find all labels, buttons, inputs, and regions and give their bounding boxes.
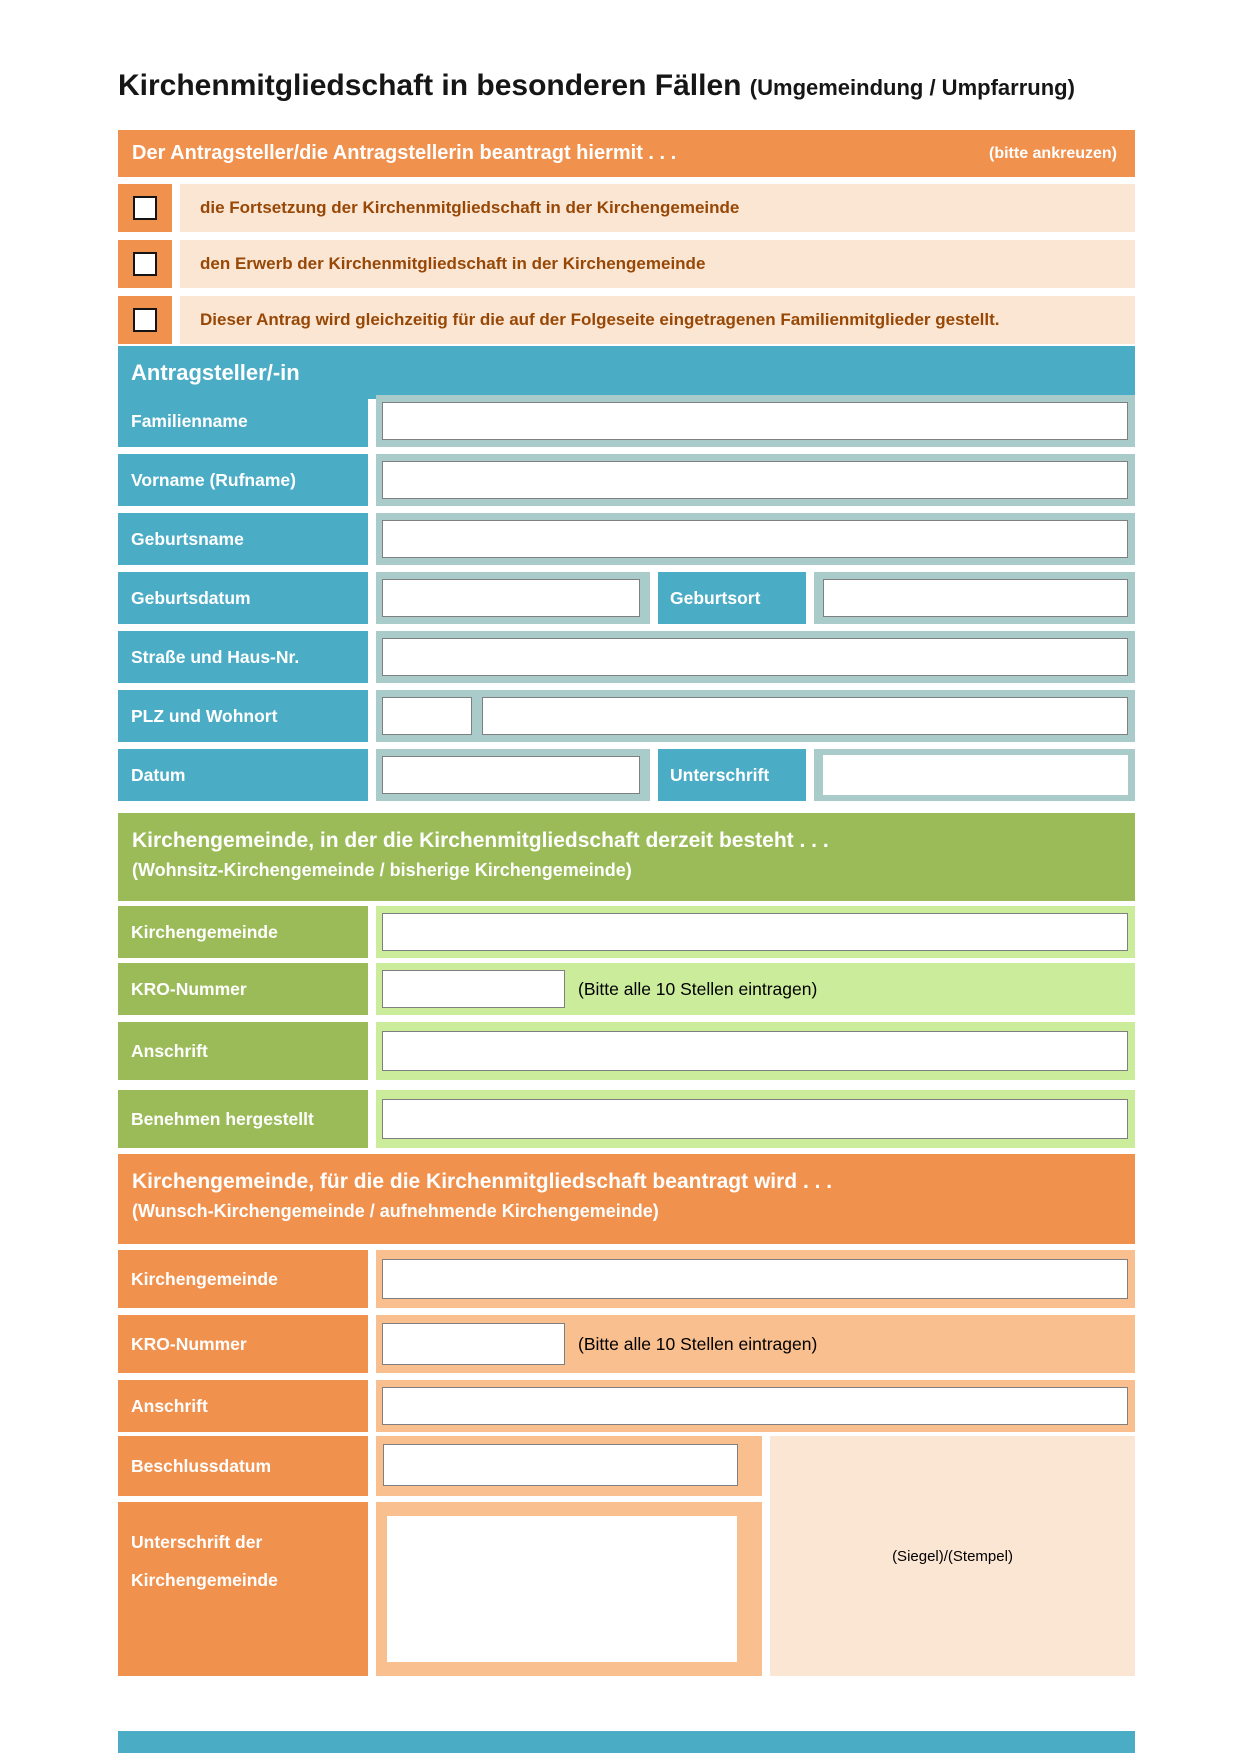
unterschrift-kirchengemeinde-box[interactable]	[387, 1516, 737, 1662]
checkbox-familienmitglieder[interactable]	[133, 308, 157, 332]
field-label-current-kro-nummer: KRO-Nummer	[118, 963, 368, 1015]
unterschrift-input[interactable]	[823, 755, 1128, 795]
target-kro-hint: (Bitte alle 10 Stellen eintragen)	[578, 1333, 818, 1354]
field-label-vorname: Vorname (Rufname)	[118, 454, 368, 506]
checkbox-erwerb[interactable]	[133, 252, 157, 276]
geburtsdatum-input[interactable]	[382, 579, 640, 617]
field-label-target-anschrift: Anschrift	[118, 1380, 368, 1432]
current-kirchengemeinde-input[interactable]	[382, 913, 1128, 951]
field-label-datum: Datum	[118, 749, 368, 801]
field-label-target-kirchengemeinde: Kirchengemeinde	[118, 1250, 368, 1308]
unterschrift-label-line2: Kirchengemeinde	[131, 1570, 278, 1590]
current-parish-header-text: Kirchengemeinde, in der die Kirchenmitgliedschaft derzeit besteht . . .	[132, 829, 829, 852]
target-anschrift-input[interactable]	[382, 1387, 1128, 1425]
geburtsname-input[interactable]	[382, 520, 1128, 558]
field-label-unterschrift-kirchengemeinde	[118, 1502, 368, 1676]
option-label-erwerb: den Erwerb der Kirchenmitgliedschaft in der Kirchengemeinde	[180, 240, 1135, 288]
field-label-current-anschrift: Anschrift	[118, 1022, 368, 1080]
option-checkbox-cell	[118, 240, 172, 288]
request-section-header	[118, 130, 1135, 177]
strasse-input[interactable]	[382, 638, 1128, 676]
target-parish-subheader-text: (Wunsch-Kirchengemeinde / aufnehmende Kirchengemeinde)	[132, 1201, 659, 1221]
current-parish-subheader-text: (Wohnsitz-Kirchengemeinde / bisherige Kirchengemeinde)	[132, 860, 632, 880]
current-parish-section-header	[118, 813, 1135, 901]
page-title	[118, 66, 1178, 108]
benehmen-input[interactable]	[382, 1099, 1128, 1139]
footer-bar	[118, 1731, 1135, 1753]
field-label-current-kirchengemeinde: Kirchengemeinde	[118, 906, 368, 958]
request-header-note: (bitte ankreuzen)	[988, 144, 1117, 162]
target-kirchengemeinde-input[interactable]	[382, 1259, 1128, 1299]
option-checkbox-cell	[118, 296, 172, 344]
unterschrift-label-line1: Unterschrift der	[131, 1532, 263, 1552]
request-header-text: Der Antragsteller/die Antragstellerin beantragt hiermit . . .	[132, 142, 677, 164]
vorname-input[interactable]	[382, 461, 1128, 499]
familienname-input[interactable]	[382, 402, 1128, 440]
field-label-geburtsname: Geburtsname	[118, 513, 368, 565]
field-label-familienname: Familienname	[118, 395, 368, 447]
page-title-suffix: (Umgemeindung / Umpfarrung)	[749, 75, 1075, 100]
field-label-plz-wohnort: PLZ und Wohnort	[118, 690, 368, 742]
option-label-fortsetzung: die Fortsetzung der Kirchenmitgliedschaft in der Kirchengemeinde	[180, 184, 1135, 232]
beschlussdatum-input[interactable]	[383, 1444, 738, 1486]
datum-input[interactable]	[382, 756, 640, 794]
field-label-benehmen: Benehmen hergestellt	[118, 1090, 368, 1148]
target-parish-section-header	[118, 1154, 1135, 1244]
field-label-beschlussdatum: Beschlussdatum	[118, 1436, 368, 1496]
target-kro-nummer-input[interactable]	[382, 1323, 565, 1365]
field-label-geburtsort: Geburtsort	[658, 572, 806, 624]
checkbox-fortsetzung[interactable]	[133, 196, 157, 220]
current-kro-nummer-input[interactable]	[382, 970, 565, 1008]
target-parish-header-text: Kirchengemeinde, für die die Kirchenmitgliedschaft beantragt wird . . .	[132, 1170, 833, 1193]
geburtsort-input[interactable]	[823, 579, 1128, 617]
applicant-section-header: Antragsteller/-in	[118, 346, 1135, 399]
option-label-familienmitglieder: Dieser Antrag wird gleichzeitig für die auf der Folgeseite eingetragenen Familienmitglieder gestellt.	[180, 296, 1135, 344]
wohnort-input[interactable]	[482, 697, 1128, 735]
option-checkbox-cell	[118, 184, 172, 232]
field-label-unterschrift: Unterschrift	[658, 749, 806, 801]
field-label-geburtsdatum: Geburtsdatum	[118, 572, 368, 624]
plz-input[interactable]	[382, 697, 472, 735]
current-anschrift-input[interactable]	[382, 1031, 1128, 1071]
field-label-target-kro-nummer: KRO-Nummer	[118, 1315, 368, 1373]
field-label-strasse: Straße und Haus-Nr.	[118, 631, 368, 683]
siegel-stempel-cell: (Siegel)/(Stempel)	[770, 1436, 1135, 1676]
current-kro-hint: (Bitte alle 10 Stellen eintragen)	[578, 978, 818, 999]
page-title-main: Kirchenmitgliedschaft in besonderen Fällen	[118, 69, 742, 102]
